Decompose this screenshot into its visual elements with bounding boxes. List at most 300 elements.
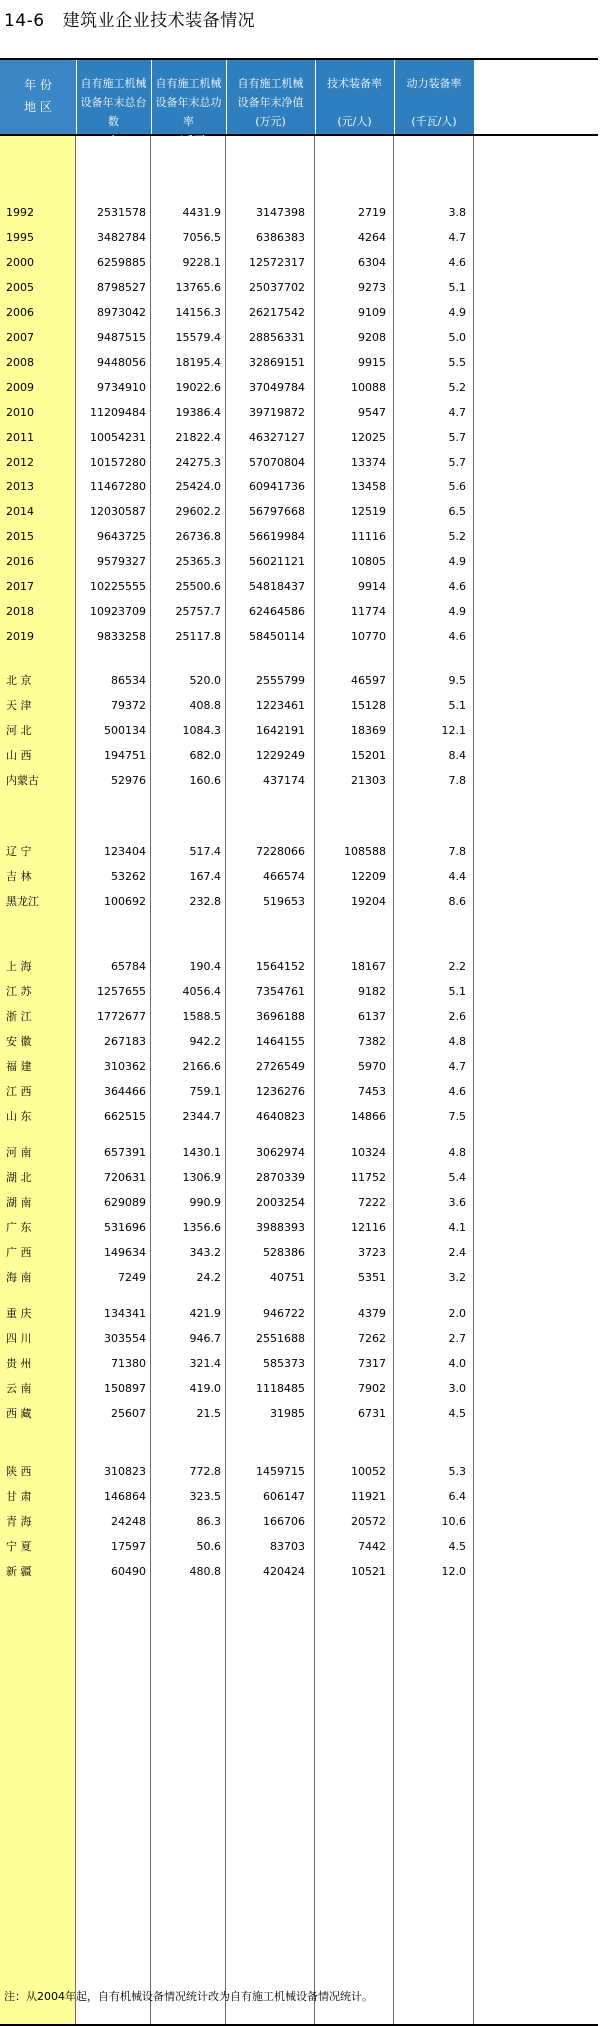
machine-count: 303554 [104, 1331, 146, 1345]
tech-rate: 10088 [351, 380, 386, 394]
machine-count: 123404 [104, 845, 146, 858]
row-label: 2006 [6, 305, 34, 319]
row-label: 湖 北 [6, 1170, 32, 1184]
power-rate: 12.0 [441, 1564, 466, 1578]
row-label: 江 西 [6, 1084, 32, 1098]
header-label: 地 区 [24, 100, 52, 114]
machine-power: 1430.1 [182, 1146, 221, 1159]
table-row [0, 452, 598, 474]
tech-rate: 6731 [358, 1406, 386, 1420]
machine-count: 134341 [104, 1307, 146, 1320]
power-rate: 5.4 [448, 1170, 466, 1184]
row-label: 2016 [6, 555, 34, 569]
power-rate: 12.1 [441, 723, 466, 737]
power-rate: 4.8 [448, 1146, 466, 1159]
table-row [0, 402, 598, 424]
tech-rate: 10805 [351, 555, 386, 569]
machine-power: 24.2 [196, 1270, 221, 1284]
power-rate: 5.1 [448, 280, 466, 294]
power-rate: 5.3 [448, 1465, 466, 1478]
tech-rate: 5351 [358, 1270, 386, 1284]
power-rate: 8.4 [448, 748, 466, 762]
table-row [0, 1511, 598, 1533]
row-label: 重 庆 [6, 1307, 32, 1320]
tech-rate: 9208 [358, 330, 386, 344]
table-row [0, 1561, 598, 1583]
row-label: 四 川 [6, 1331, 32, 1345]
row-label: 云 南 [6, 1381, 32, 1395]
machine-power: 321.4 [189, 1356, 221, 1370]
row-label: 辽 宁 [6, 845, 32, 858]
row-label: 陕 西 [6, 1465, 32, 1478]
power-rate: 5.6 [448, 480, 466, 494]
table-row [0, 327, 598, 349]
machine-value: 25037702 [249, 280, 305, 294]
machine-count: 194751 [104, 748, 146, 762]
machine-power: 323.5 [189, 1489, 221, 1503]
power-rate: 5.2 [448, 530, 466, 544]
tech-rate: 15128 [351, 698, 386, 712]
table-row [0, 770, 598, 792]
machine-count: 10157280 [90, 455, 146, 469]
tech-rate: 12209 [351, 869, 386, 883]
row-label: 2014 [6, 505, 34, 519]
machine-power: 520.0 [189, 674, 221, 687]
machine-value: 83703 [270, 1539, 305, 1553]
tech-rate: 18167 [351, 960, 386, 973]
tech-rate: 15201 [351, 748, 386, 762]
machine-value: 28856331 [249, 330, 305, 344]
machine-count: 9579327 [97, 555, 146, 569]
table-row [0, 526, 598, 548]
power-rate: 4.5 [448, 1539, 466, 1553]
tech-rate: 4379 [358, 1307, 386, 1320]
row-label: 青 海 [6, 1514, 32, 1528]
machine-value: 57070804 [249, 455, 305, 469]
power-rate: 4.9 [448, 605, 466, 619]
machine-value: 2003254 [256, 1195, 305, 1209]
power-rate: 9.5 [448, 674, 466, 687]
tech-rate: 6304 [358, 255, 386, 269]
machine-power: 19022.6 [175, 380, 221, 394]
machine-value: 62464586 [249, 605, 305, 619]
power-rate: 4.5 [448, 1406, 466, 1420]
row-label: 北 京 [6, 674, 32, 687]
power-rate: 4.6 [448, 580, 466, 594]
row-label: 2007 [6, 330, 34, 344]
row-label: 内蒙古 [6, 773, 39, 787]
table-row [0, 670, 598, 692]
machine-power: 160.6 [189, 773, 221, 787]
header-label: (万千瓦) [167, 134, 210, 147]
machine-value: 58450114 [249, 630, 305, 644]
machine-count: 364466 [104, 1084, 146, 1098]
table-row [0, 227, 598, 249]
machine-value: 56797668 [249, 505, 305, 519]
table-row [0, 891, 598, 913]
table-row [0, 476, 598, 498]
machine-value: 46327127 [249, 430, 305, 444]
machine-value: 54818437 [249, 580, 305, 594]
machine-power: 772.8 [189, 1465, 221, 1478]
machine-count: 146864 [104, 1489, 146, 1503]
row-label: 江 苏 [6, 984, 32, 998]
machine-count: 662515 [104, 1109, 146, 1123]
machine-value: 3062974 [256, 1146, 305, 1159]
header-machine-value [226, 60, 315, 134]
table-row [0, 501, 598, 523]
machine-power: 1588.5 [182, 1009, 221, 1023]
power-rate: 5.1 [448, 698, 466, 712]
power-rate: 4.9 [448, 305, 466, 319]
row-label: 福 建 [6, 1059, 32, 1073]
tech-rate: 7453 [358, 1084, 386, 1098]
power-rate: 2.2 [448, 960, 466, 973]
machine-value: 40751 [270, 1270, 305, 1284]
machine-power: 1356.6 [182, 1220, 221, 1234]
machine-count: 6259885 [97, 255, 146, 269]
tech-rate: 9273 [358, 280, 386, 294]
power-rate: 5.1 [448, 984, 466, 998]
machine-value: 2555799 [256, 674, 305, 687]
row-label: 2018 [6, 605, 34, 619]
machine-value: 7354761 [256, 984, 305, 998]
power-rate: 3.0 [448, 1381, 466, 1395]
machine-value: 2551688 [256, 1331, 305, 1345]
header-label [394, 93, 474, 112]
table-row [0, 551, 598, 573]
machine-value: 4640823 [256, 1109, 305, 1123]
row-label: 浙 江 [6, 1009, 32, 1023]
machine-count: 9448056 [97, 355, 146, 369]
table-row [0, 866, 598, 888]
table-row [0, 427, 598, 449]
power-rate: 4.7 [448, 230, 466, 244]
tech-rate: 21303 [351, 773, 386, 787]
header-label: 技术装备率 [327, 77, 382, 90]
machine-value: 466574 [263, 869, 305, 883]
table-row [0, 841, 598, 863]
machine-value: 1229249 [256, 748, 305, 762]
header-year-region [0, 60, 76, 134]
power-rate: 4.6 [448, 630, 466, 644]
header-label: 动力装备率 [406, 77, 462, 90]
table-row [0, 1403, 598, 1425]
row-label: 河 南 [6, 1146, 32, 1159]
tech-rate: 11116 [351, 530, 386, 544]
machine-power: 190.4 [189, 960, 221, 973]
header-divider [474, 60, 475, 134]
machine-value: 1236276 [256, 1084, 305, 1098]
header-label: (千瓦/人) [411, 115, 457, 128]
table-row [0, 601, 598, 623]
machine-value: 31985 [270, 1406, 305, 1420]
table-row [0, 576, 598, 598]
machine-power: 19386.4 [175, 405, 221, 419]
machine-power: 2166.6 [182, 1059, 221, 1073]
machine-value: 3147398 [256, 206, 305, 219]
machine-value: 528386 [263, 1245, 305, 1259]
machine-value: 26217542 [249, 305, 305, 319]
machine-power: 480.8 [189, 1564, 221, 1578]
table-row [0, 695, 598, 717]
tech-rate: 4264 [358, 230, 386, 244]
machine-count: 10923709 [90, 605, 146, 619]
table-row [0, 302, 598, 324]
machine-power: 21.5 [196, 1406, 221, 1420]
table-row [0, 1106, 598, 1128]
machine-value: 37049784 [249, 380, 305, 394]
power-rate: 7.8 [448, 773, 466, 787]
machine-power: 25757.7 [175, 605, 221, 619]
machine-count: 1257655 [97, 984, 146, 998]
machine-value: 1464155 [256, 1034, 305, 1048]
machine-power: 26736.8 [175, 530, 221, 544]
tech-rate: 13374 [351, 455, 386, 469]
power-rate: 2.7 [448, 1331, 466, 1345]
header-label: 设备年末总台数 [80, 96, 147, 128]
row-label: 山 东 [6, 1109, 32, 1123]
tech-rate: 20572 [351, 1514, 386, 1528]
row-label: 湖 南 [6, 1195, 32, 1209]
machine-count: 150897 [104, 1381, 146, 1395]
machine-count: 53262 [111, 869, 146, 883]
machine-value: 56021121 [249, 555, 305, 569]
table-header [0, 58, 598, 147]
header-machine-power [151, 60, 226, 147]
machine-count: 1772677 [97, 1009, 146, 1023]
table-row [0, 1142, 598, 1164]
header-label: (万元) [255, 115, 286, 128]
footnote: 注：从2004年起，自有机械设备情况统计改为自有施工机械设备情况统计。 [4, 1990, 373, 2003]
row-label: 新 疆 [6, 1564, 32, 1578]
machine-count: 86534 [111, 674, 146, 687]
row-label: 2012 [6, 455, 34, 469]
machine-value: 56619984 [249, 530, 305, 544]
power-rate: 3.2 [448, 1270, 466, 1284]
machine-count: 310823 [104, 1465, 146, 1478]
tech-rate: 11921 [351, 1489, 386, 1503]
power-rate: 7.5 [448, 1109, 466, 1123]
header-power-rate [394, 60, 474, 134]
machine-count: 10225555 [90, 580, 146, 594]
page-title [4, 6, 255, 31]
machine-power: 4431.9 [182, 206, 221, 219]
tech-rate: 11752 [351, 1170, 386, 1184]
machine-power: 343.2 [189, 1245, 221, 1259]
tech-rate: 7902 [358, 1381, 386, 1395]
machine-power: 18195.4 [175, 355, 221, 369]
machine-value: 32869151 [249, 355, 305, 369]
power-rate: 10.6 [441, 1514, 466, 1528]
table-row [0, 1353, 598, 1375]
row-label: 2008 [6, 355, 34, 369]
row-label: 2000 [6, 255, 34, 269]
machine-count: 531696 [104, 1220, 146, 1234]
row-label: 海 南 [6, 1270, 32, 1284]
equipment-table [0, 58, 598, 2026]
machine-value: 585373 [263, 1356, 305, 1370]
row-label: 吉 林 [6, 869, 32, 883]
machine-power: 25424.0 [175, 480, 221, 494]
tech-rate: 7317 [358, 1356, 386, 1370]
machine-count: 12030587 [90, 505, 146, 519]
machine-count: 17597 [111, 1539, 146, 1553]
machine-power: 50.6 [196, 1539, 221, 1553]
header-label: 年 份 [24, 78, 52, 92]
machine-count: 720631 [104, 1170, 146, 1184]
table-row [0, 352, 598, 374]
machine-power: 167.4 [189, 869, 221, 883]
machine-power: 990.9 [189, 1195, 221, 1209]
tech-rate: 19204 [351, 894, 386, 908]
machine-value: 1223461 [256, 698, 305, 712]
tech-rate: 11774 [351, 605, 386, 619]
table-row [0, 1217, 598, 1239]
machine-power: 13765.6 [175, 280, 221, 294]
power-rate: 6.5 [448, 505, 466, 519]
machine-count: 10054231 [90, 430, 146, 444]
table-row [0, 720, 598, 742]
table-row [0, 1056, 598, 1078]
tech-rate: 10770 [351, 630, 386, 644]
machine-count: 52976 [111, 773, 146, 787]
machine-value: 946722 [263, 1307, 305, 1320]
row-label: 2009 [6, 380, 34, 394]
machine-power: 4056.4 [182, 984, 221, 998]
power-rate: 5.7 [448, 455, 466, 469]
machine-value: 519653 [263, 894, 305, 908]
table-body [0, 136, 598, 2026]
tech-rate: 7442 [358, 1539, 386, 1553]
machine-power: 419.0 [189, 1381, 221, 1395]
machine-value: 60941736 [249, 480, 305, 494]
table-row [0, 252, 598, 274]
machine-count: 71380 [111, 1356, 146, 1370]
table-row [0, 956, 598, 978]
power-rate: 4.8 [448, 1034, 466, 1048]
machine-power: 25365.3 [175, 555, 221, 569]
tech-rate: 7382 [358, 1034, 386, 1048]
machine-power: 15579.4 [175, 330, 221, 344]
machine-count: 7249 [118, 1270, 146, 1284]
table-row [0, 981, 598, 1003]
tech-rate: 14866 [351, 1109, 386, 1123]
machine-power: 421.9 [189, 1307, 221, 1320]
power-rate: 4.1 [448, 1220, 466, 1234]
tech-rate: 108588 [344, 845, 386, 858]
power-rate: 4.7 [448, 1059, 466, 1073]
table-row [0, 277, 598, 299]
tech-rate: 12025 [351, 430, 386, 444]
table-row [0, 1461, 598, 1483]
header-label: 设备年末总功率 [155, 96, 222, 128]
machine-power: 86.3 [196, 1514, 221, 1528]
power-rate: 4.0 [448, 1356, 466, 1370]
row-label: 西 藏 [6, 1406, 32, 1420]
table-title: 建筑业企业技术装备情况 [62, 11, 256, 31]
power-rate: 3.6 [448, 1195, 466, 1209]
machine-power: 2344.7 [182, 1109, 221, 1123]
power-rate: 4.6 [448, 1084, 466, 1098]
table-row [0, 1536, 598, 1558]
row-label: 2010 [6, 405, 34, 419]
tech-rate: 12116 [351, 1220, 386, 1234]
machine-value: 1459715 [256, 1465, 305, 1478]
power-rate: 6.4 [448, 1489, 466, 1503]
table-row [0, 1486, 598, 1508]
table-row [0, 1242, 598, 1264]
machine-count: 310362 [104, 1059, 146, 1073]
power-rate: 2.4 [448, 1245, 466, 1259]
machine-power: 946.7 [189, 1331, 221, 1345]
table-row [0, 1267, 598, 1289]
machine-count: 8798527 [97, 280, 146, 294]
header-label [315, 93, 394, 112]
machine-count: 24248 [111, 1514, 146, 1528]
machine-power: 7056.5 [182, 230, 221, 244]
table-row [0, 626, 598, 648]
machine-value: 12572317 [249, 255, 305, 269]
tech-rate: 7262 [358, 1331, 386, 1345]
table-row [0, 1303, 598, 1325]
header-label: (元/人) [337, 115, 372, 128]
row-label: 安 徽 [6, 1034, 32, 1048]
tech-rate: 9914 [358, 580, 386, 594]
machine-power: 25117.8 [175, 630, 221, 644]
row-label: 贵 州 [6, 1356, 32, 1370]
machine-power: 29602.2 [175, 505, 221, 519]
machine-value: 6386383 [256, 230, 305, 244]
machine-count: 79372 [111, 698, 146, 712]
machine-count: 9487515 [97, 330, 146, 344]
tech-rate: 3723 [358, 1245, 386, 1259]
header-label: 设备年末净值 [237, 96, 304, 109]
machine-count: 2531578 [97, 206, 146, 219]
row-label: 2011 [6, 430, 34, 444]
machine-value: 437174 [263, 773, 305, 787]
machine-count: 149634 [104, 1245, 146, 1259]
header-label: 自有施工机械 [155, 77, 222, 90]
machine-power: 24275.3 [175, 455, 221, 469]
machine-power: 759.1 [189, 1084, 221, 1098]
machine-count: 11209484 [90, 405, 146, 419]
machine-count: 11467280 [90, 480, 146, 494]
machine-count: 629089 [104, 1195, 146, 1209]
tech-rate: 9547 [358, 405, 386, 419]
power-rate: 4.9 [448, 555, 466, 569]
table-row [0, 1006, 598, 1028]
machine-value: 1564152 [256, 960, 305, 973]
table-number: 14-6 [4, 11, 45, 31]
table-row [0, 1081, 598, 1103]
machine-count: 9643725 [97, 530, 146, 544]
machine-value: 420424 [263, 1564, 305, 1578]
row-label: 甘 肃 [6, 1489, 32, 1503]
machine-power: 14156.3 [175, 305, 221, 319]
power-rate: 4.4 [448, 869, 466, 883]
row-label: 宁 夏 [6, 1539, 32, 1553]
table-row [0, 1378, 598, 1400]
table-row [0, 745, 598, 767]
row-label: 山 西 [6, 748, 32, 762]
power-rate: 2.6 [448, 1009, 466, 1023]
header-label: 自有施工机械 [80, 77, 147, 90]
machine-power: 942.2 [189, 1034, 221, 1048]
tech-rate: 7222 [358, 1195, 386, 1209]
row-label: 河 北 [6, 723, 32, 737]
row-label: 2005 [6, 280, 34, 294]
